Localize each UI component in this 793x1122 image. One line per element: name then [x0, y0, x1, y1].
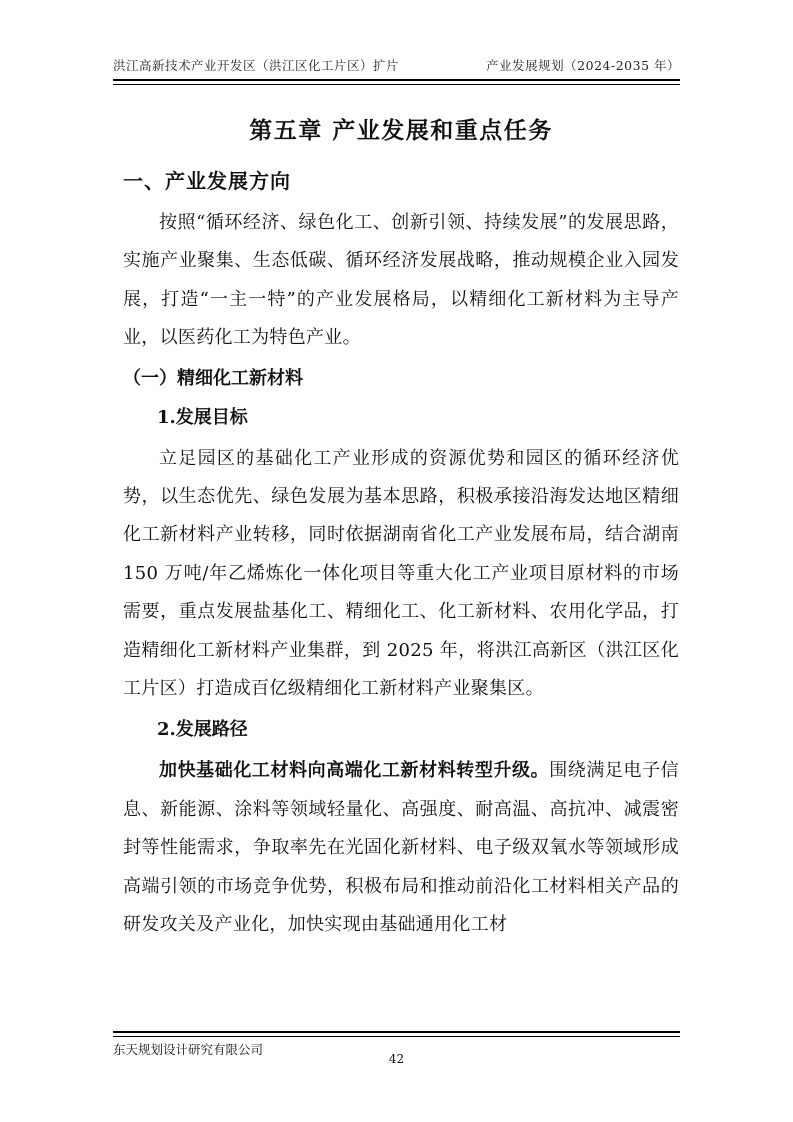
- header-rule-thick: [113, 79, 680, 81]
- footer-rule-thin: [113, 1036, 680, 1037]
- development-goal-paragraph: 立足园区的基础化工产业形成的资源优势和园区的循环经济优势，以生态优先、绿色发展为基本思路，积极承接沿海发达地区精细化工新材料产业转移，同时依据湖南省化工产业发展布局，结合湖南 150 万吨/年乙烯炼化一体化项目等重大化工产业项目原材料的市场需要，重点发展盐基化工、精细化工、化工新材料、农用化学品，打造精细化工新材料产业集群，到 2025 年，将洪江高新区（洪江区化工片区）打造成百亿级精细化工新材料产业聚集区。: [123, 447, 679, 700]
- heading-development-path: 2.发展路径: [157, 719, 248, 741]
- header-document-title: 洪江高新技术产业开发区（洪江区化工片区）扩片: [113, 58, 400, 73]
- section-intro-paragraph: 按照“循环经济、绿色化工、创新引领、持续发展”的发展思路，实施产业聚集、生态低碳、循环经济发展战略，推动规模企业入园发展，打造“一主一特”的产业发展格局，以精细化工新材料为主导产业，以医药化工为特色产业。: [123, 212, 679, 349]
- page-header: [113, 56, 680, 80]
- development-path-paragraph: [123, 752, 679, 944]
- footer-rule-thick: [113, 1031, 680, 1033]
- page-content: [123, 102, 679, 947]
- subsection-heading-fine-chemicals: （一）精细化工新材料: [123, 367, 303, 389]
- heading-development-goal: 1.发展目标: [157, 406, 248, 428]
- development-path-text: 围绕满足电子信息、新能源、涂料等领域轻量化、高强度、耐高温、高抗冲、减震密封等性能需求，争取率先在光固化新材料、电子级双氧水等领域形成高端引领的市场竞争优势，积极布局和推动前沿化工材料相关产品的研发攻关及产业化，加快实现由基础通用化工材: [123, 760, 679, 936]
- header-plan-title: 产业发展规划（2024-2035 年）: [486, 58, 680, 73]
- header-rule-thin: [113, 84, 680, 85]
- chapter-title: 第五章 产业发展和重点任务: [249, 117, 553, 144]
- section-heading-industry-direction: 一、产业发展方向: [123, 169, 291, 193]
- footer-organization: 东天规划设计研究有限公司: [113, 1042, 264, 1057]
- page-number: 42: [388, 1052, 405, 1066]
- development-path-lead: 加快基础化工材料向高端化工新材料转型升级。: [159, 760, 550, 782]
